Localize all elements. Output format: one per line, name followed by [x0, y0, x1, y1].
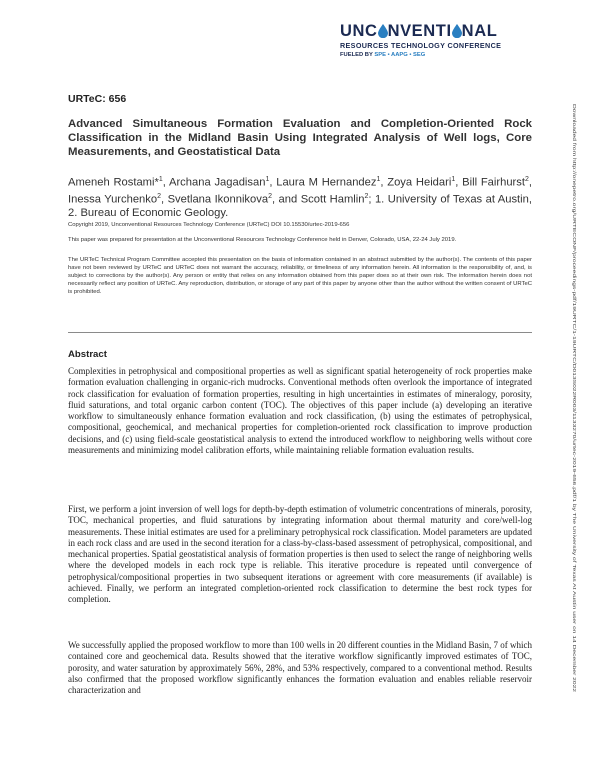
- logo-subtitle: RESOURCES TECHNOLOGY CONFERENCE: [340, 41, 502, 50]
- copyright-notice: Copyright 2019, Unconventional Resources Technology Conference (URTeC) DOI 10.15530/urtec-2019-656: [68, 222, 350, 228]
- abstract-paragraph: First, we perform a joint inversion of well logs for depth-by-depth estimation of volumetric concentrations of minerals, porosity, TOC, mechanical properties, and fluid saturations by integrating information about thermal maturity and core/well-log measurements. These initial estimates are used for a preliminary petrophysical rock classification. Model parameters are updated in each rock class and are used in the second iteration for a class-by-class-based assessment of petrophysical, compositional, and mechanical properties. Spatial geostatistical analysis of formation properties is then used to select the range of neighboring wells where the developed models in each rock type is reliable. This iterative procedure is repeated until convergence of petrophysical/compositional properties in two subsequent iterations or agreement with core measurements (if available) is achieved. Finally, we perform an integrated completion-oriented rock classification to determine the best rock types for completion.: [68, 504, 532, 605]
- download-watermark-text: Downloaded from http://onepetro.org/URTECONF/proceedings-pdf/19URTC/1-19URTC/D013S022R003/1133270/urtec-2019-656.pdf/1 by The University of Texas At Austin user on 14 December 2022: [572, 104, 577, 510]
- logo-wordmark: UNC NVENTI NAL: [340, 22, 498, 40]
- abstract-paragraph: We successfully applied the proposed workflow to more than 100 wells in 20 different counties in the Midland Basin, 7 of which contained core and geochemical data. Results showed that the iterative workflow significantly improved estimates of TOC, porosity, and water saturation by approximately 56%, 28%, and 53% respectively, compared to a conventional method. Results also confirmed that the proposed workflow significantly enhances the formation evaluation and enables reliable reservoir characterization and: [68, 640, 533, 696]
- divider: [68, 332, 532, 333]
- download-watermark: [567, 104, 577, 694]
- abstract-paragraph: Complexities in petrophysical and compositional properties as well as significant spatial heterogeneity of rock properties make formation evaluation challenging in organic-rich mudrocks. Conventional methods often overlook the importance of integrated rock classification for evaluation of formation properties, resulting in high uncertainties in estimates of mineralogy, porosity, fluid saturations, and total organic carbon content (TOC). The objectives of this paper include (a) developing an iterative workflow to simultaneously enhance formation evaluation and rock classification, (b) using the estimates of petrophysical, compositional, geochemical, and mechanical properties for completion-oriented rock classification to improve production decisions, and (c) using field-scale geostatistical analysis to extend the introduced workflow to neighboring wells without core measurements and minimizing model calibration efforts, while maintaining reliable formation evaluation results.: [68, 366, 532, 456]
- paper-id: URTeC: 656: [68, 93, 127, 105]
- disclaimer: The URTeC Technical Program Committee accepted this presentation on the basis of information contained in an abstract submitted by the author(s). The contents of this paper have not been reviewed by URTeC and URTeC does not warrant the accuracy, reliability, or timeliness of any information herein. All information is the responsibility of, and, is subject to corrections by the author(s). Any person or entity that relies on any information obtained from this paper does so at their own risk. The information herein does not necessarily reflect any position of URTeC. Any reproduction, distribution, or storage of any part of this paper by anyone other than the author without the written consent of URTeC is prohibited.: [68, 257, 532, 295]
- abstract-heading: Abstract: [68, 349, 107, 360]
- presentation-note: This paper was prepared for presentation at the Unconventional Resources Technology Conference held in Denver, Colorado, USA, 22-24 July 2019.: [68, 237, 457, 243]
- logo-fueled-by: FUELED BY SPE • AAPG • SEG: [340, 52, 426, 58]
- oil-drop-icon: [378, 24, 388, 38]
- oil-drop-icon: [452, 24, 462, 38]
- paper-title: Advanced Simultaneous Formation Evaluation and Completion-Oriented Rock Classification in the Midland Basin Using Integrated Analysis of Well logs, Core Measurements, and Geostatistical Data: [68, 118, 532, 158]
- conference-logo: [340, 22, 526, 58]
- author-list: Ameneh Rostami*$^1$, Archana Jagadisan$^1$, Laura M Hernandez$^1$, Zoya Heidari$^1$, Bill Fairhurst$^2$, Inessa Yurchenko$^2$, Svetlana Ikonnikova$^2$, and Scott Hamlin$^2$; 1. University of Texas at Austin, 2. Bureau of Economic Geology.: [68, 176, 532, 220]
